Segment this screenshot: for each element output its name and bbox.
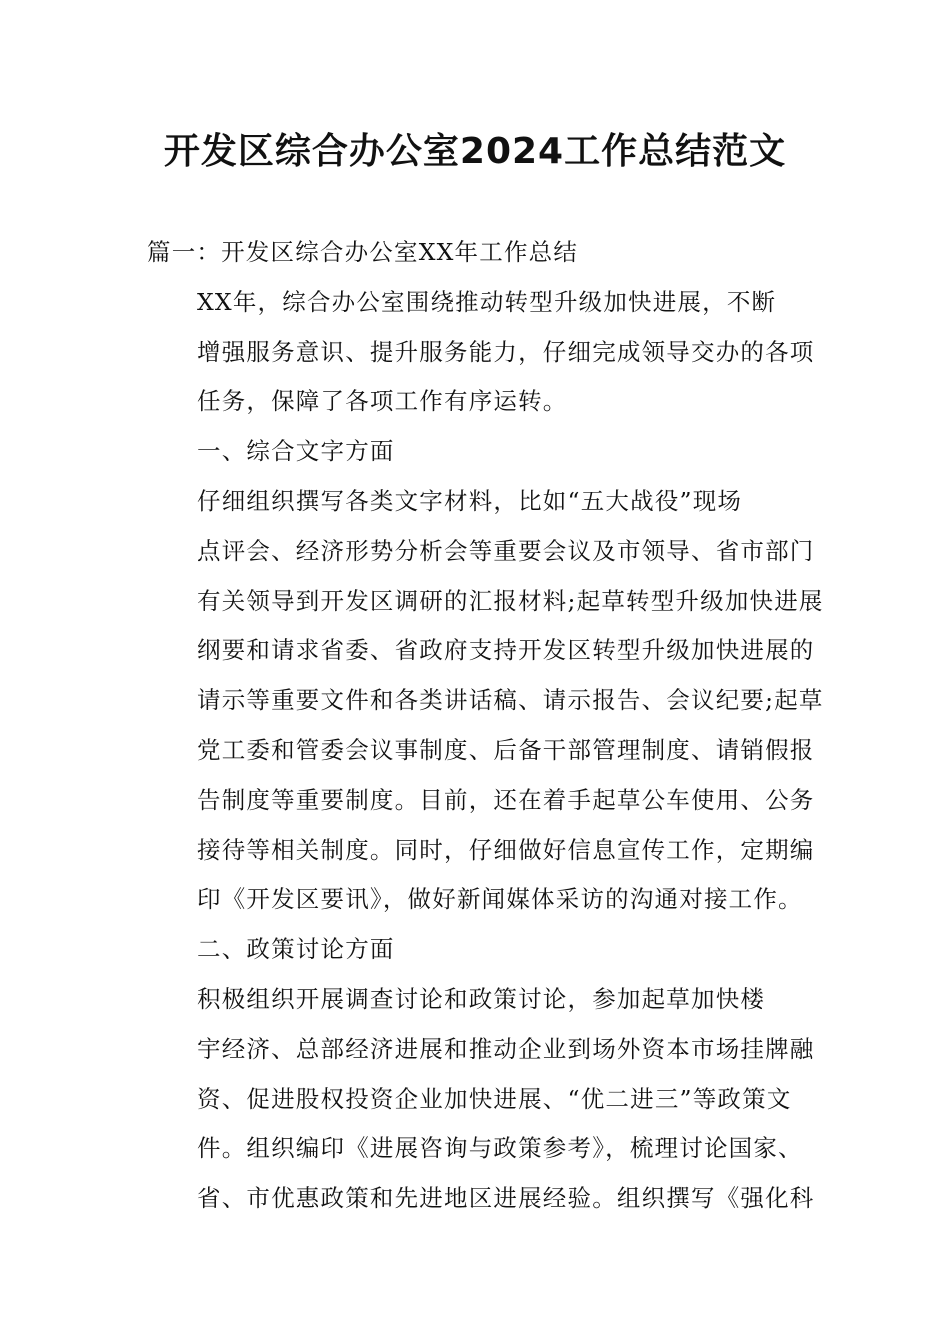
text-line: 二、政策讨论方面 — [197, 935, 395, 964]
text-line: 接待等相关制度。同时，仔细做好信息宣传工作，定期编 — [197, 835, 815, 864]
writing-paragraph — [147, 477, 824, 925]
document-title: 开发区综合办公室2024工作总结范文 — [163, 131, 787, 172]
text-line: 点评会、经济形势分析会等重要会议及市领导、省市部门 — [197, 536, 815, 565]
text-line: 省、市优惠政策和先进地区进展经验。组织撰写《强化科 — [197, 1184, 815, 1213]
text-line: 仔细组织撰写各类文字材料，比如“五大战役”现场 — [197, 486, 743, 515]
subheading-policy — [147, 925, 805, 975]
text-line: 篇一：开发区综合办公室XX年工作总结 — [147, 238, 579, 266]
policy-paragraph — [147, 975, 815, 1224]
section-heading — [147, 228, 805, 278]
text-line: 件。组织编印《进展咨询与政策参考》，梳理讨论国家、 — [197, 1134, 803, 1163]
text-line: 党工委和管委会议事制度、后备干部管理制度、请销假报 — [197, 735, 815, 764]
text-line: 一、综合文字方面 — [197, 437, 395, 466]
subheading-writing — [147, 427, 805, 477]
text-line: 增强服务意识、提升服务能力，仔细完成领导交办的各项 — [197, 337, 815, 366]
text-line: 宇经济、总部经济进展和推动企业到场外资本市场挂牌融 — [197, 1034, 815, 1063]
text-line: 任务，保障了各项工作有序运转。 — [197, 387, 568, 416]
text-line: 请示等重要文件和各类讲话稿、请示报告、会议纪要;起草 — [197, 686, 824, 715]
text-line: XX年，综合办公室围绕推动转型升级加快进展，不断 — [197, 287, 777, 316]
text-line: 有关领导到开发区调研的汇报材料;起草转型升级加快进展 — [197, 586, 824, 615]
document-body — [147, 228, 824, 1224]
text-line: 告制度等重要制度。目前，还在着手起草公车使用、公务 — [197, 785, 815, 814]
text-line: 资、促进股权投资企业加快进展、“优二进三”等政策文 — [197, 1084, 792, 1113]
text-line: 积极组织开展调查讨论和政策讨论，参加起草加快楼 — [197, 984, 766, 1013]
text-line: 印《开发区要讯》，做好新闻媒体采访的沟通对接工作。 — [197, 885, 803, 914]
text-line: 纲要和请求省委、省政府支持开发区转型升级加快进展的 — [197, 636, 815, 665]
intro-paragraph — [147, 278, 815, 427]
